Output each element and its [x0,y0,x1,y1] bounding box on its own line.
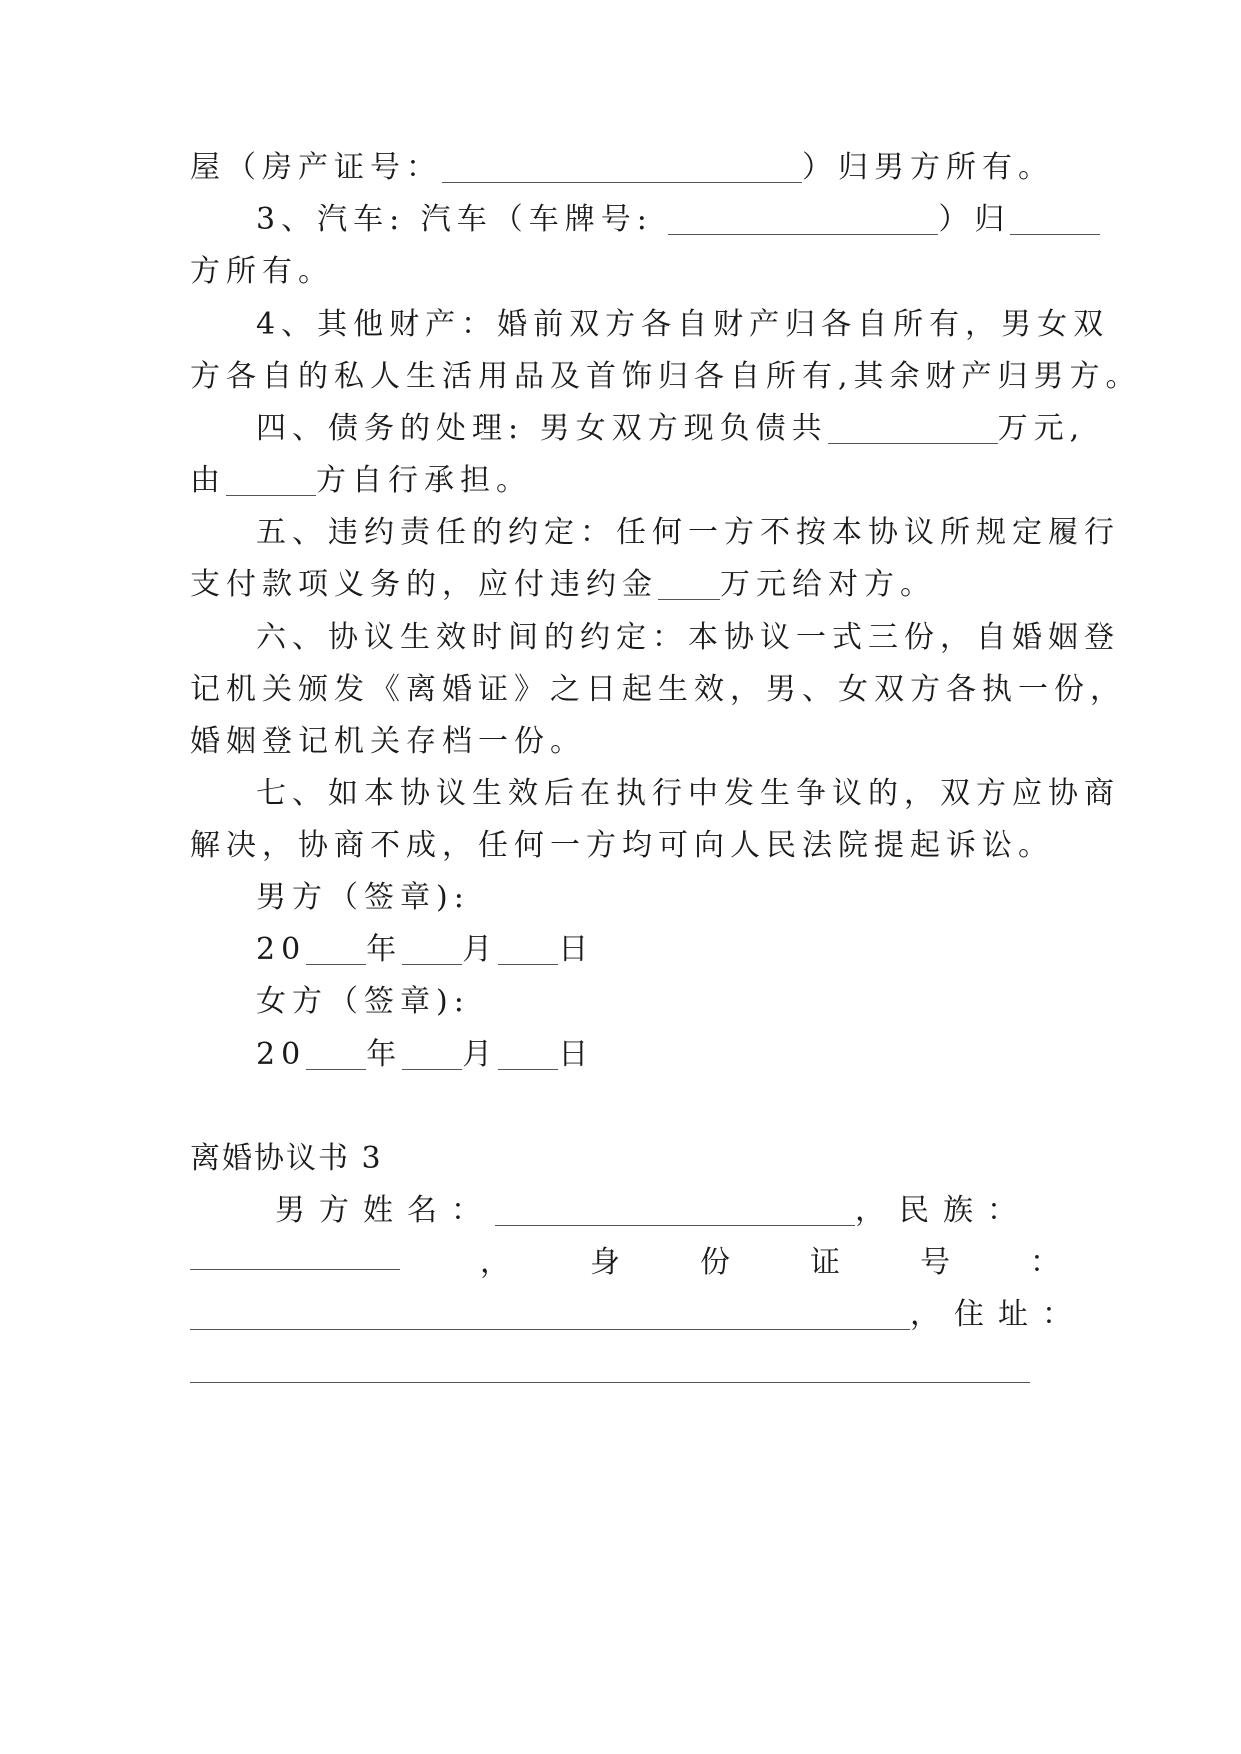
text: 月 [462,1037,499,1072]
text: 万元, [997,411,1086,446]
para-other-property: 4、其他财产：婚前双方各自财产归各自所有，男女双 [256,307,1110,342]
para-dispute-2: 解决，协商不成，任何一方均可向人民法院提起诉讼。 [190,828,1054,863]
para-car-line-2: 方所有。 [190,254,334,289]
blank-day [498,928,558,965]
address-line [190,1285,1086,1345]
text: 月 [462,932,499,967]
para-effective-2: 记机关颁发《离婚证》之日起生效，男、女双方各执一份， [190,672,1126,707]
text: 证 [810,1245,840,1280]
text: ，民族： [855,1193,1031,1228]
text: 身 [590,1245,620,1280]
para-effective-3: 婚姻登记机关存档一份。 [190,724,586,759]
text: 年 [366,932,403,967]
para-debt [256,399,1086,459]
blank-male-name [495,1189,855,1226]
blank-debt-party [226,459,316,496]
text: 方自行承担。 [316,463,532,498]
text: ， [480,1245,510,1280]
text: 由 [190,463,226,498]
text: 份 [700,1245,730,1280]
blank-address [190,1346,1030,1383]
blank-car-owner [1010,198,1100,235]
para-breach-2 [190,555,1060,615]
text: 年 [366,1037,403,1072]
text: 号 [920,1245,950,1280]
para-car-line [256,190,1060,250]
blank-year [306,1033,366,1070]
text: 支付款项义务的，应付违约金 [190,567,658,602]
text: 20 [256,1037,307,1072]
male-name-line [275,1181,1060,1241]
para-other-property-2: 方各自的私人生活用品及首饰归各自所有,其余财产归男方。 [190,359,1142,394]
para-debt-2 [190,451,1060,511]
text: 四、债务的处理: 男女双方现负债共 [256,411,828,446]
blank-month [402,1033,462,1070]
blank-debt-amount [828,407,998,444]
text: 3、汽车: 汽车（车牌号: [256,202,669,237]
text: ）归 [938,202,1011,237]
male-date-line [256,920,1060,980]
para-house-line [190,138,1060,198]
blank-day [498,1033,558,1070]
blank-penalty [658,563,720,600]
text: ）归男方所有。 [802,150,1054,185]
blank-plate-number [668,198,938,235]
blank-house-cert [442,146,802,183]
para-breach: 五、违约责任的约定：任何一方不按本协议所规定履行 [256,515,1120,550]
text: 20 [256,932,307,967]
text: 万元给对方。 [720,567,936,602]
para-dispute: 七、如本协议生效后在执行中发生争议的，双方应协商 [256,776,1120,811]
id-line [190,1233,1060,1293]
female-signature-label: 女方（签章): [256,984,470,1019]
section-title: 离婚协议书 3 [190,1141,383,1176]
female-date-line [256,1025,1060,1085]
blank-id-number [190,1293,910,1330]
text: ： [1030,1245,1060,1280]
text: 男方姓名： [275,1193,495,1228]
male-signature-label: 男方（签章): [256,880,470,915]
blank-nation [190,1233,400,1270]
address-blank-line [190,1338,1060,1398]
blank-month [402,928,462,965]
text: 屋（房产证号： [190,150,442,185]
text: 日 [558,932,595,967]
text: 日 [558,1037,595,1072]
text: ，住址： [910,1297,1086,1332]
para-effective: 六、协议生效时间的约定：本协议一式三份，自婚姻登 [256,620,1120,655]
blank-year [306,928,366,965]
